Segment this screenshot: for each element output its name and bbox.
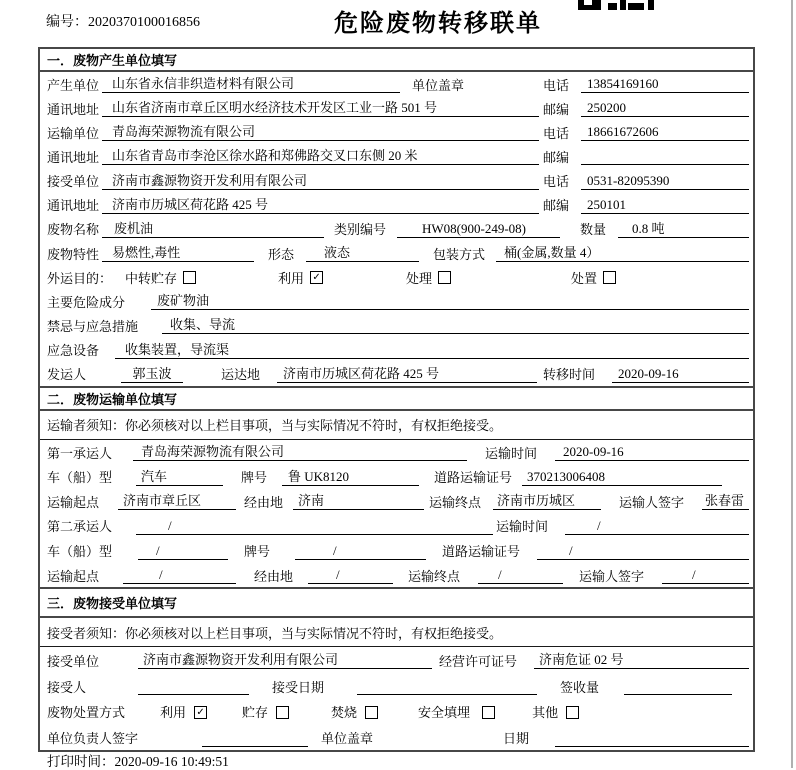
destination-label: 运达地: [221, 367, 261, 383]
page-title: 危险废物转移联单: [334, 11, 542, 37]
receiver-phone-label: 电话: [543, 174, 570, 190]
section-transporter: [40, 386, 753, 588]
receiver-phone-field: 0531-82095390: [581, 172, 749, 190]
origin2-label: 运输起点: [47, 568, 100, 584]
transporter-address-label: 通讯地址: [47, 149, 100, 165]
purpose-transfer-storage-label: 中转贮存: [125, 270, 178, 286]
disposal-other-checkbox[interactable]: [566, 706, 579, 719]
print-time: [47, 750, 229, 770]
permit-number-field: 济南危证 02 号: [534, 651, 749, 669]
acceptor-field: [138, 677, 249, 695]
accept-date-label: 接受日期: [272, 679, 325, 695]
emergency-equipment-label: 应急设备: [47, 343, 100, 359]
transporter-unit-field: 青岛海荣源物流有限公司: [102, 123, 539, 141]
packing-label: 包装方式: [433, 246, 486, 262]
plate-number1-label: 牌号: [241, 470, 268, 486]
category-code-field: HW08(900-249-08): [397, 220, 560, 238]
emergency-measures-label: 禁忌与应急措施: [47, 318, 139, 334]
emergency-measures-field: 收集、导流: [162, 316, 749, 334]
consignor-field: 郭玉波: [121, 365, 183, 383]
producer-phone-label: 电话: [543, 77, 570, 93]
producer-address-field: 山东省济南市章丘区明水经济技术开发区工业一路 501 号: [102, 99, 539, 117]
section2-heading: 二．废物运输单位填写: [40, 388, 753, 411]
transporter-unit-row: [40, 120, 753, 144]
received-amount-field: [624, 677, 732, 695]
date-label: 日期: [503, 731, 530, 747]
disposal-storage-label: 贮存: [242, 705, 269, 721]
received-amount-label: 签收量: [560, 679, 600, 695]
road-license1-label: 道路运输证号: [434, 470, 513, 486]
origin1-field: 济南市章丘区: [118, 492, 236, 510]
disposal-landfill-checkbox[interactable]: [482, 706, 495, 719]
producer-unit-label: 产生单位: [47, 77, 100, 93]
hazard-component-row: [40, 289, 753, 313]
waste-name-field: 废机油: [102, 220, 324, 238]
section-producer: [40, 49, 753, 386]
vehicle-type2-label: 车（船）型: [47, 544, 113, 559]
carrier-sign2-field: /: [662, 566, 749, 584]
consignor-label: 发运人: [47, 367, 87, 383]
carrier-sign1-label: 运输人签字: [619, 494, 685, 510]
disposal-incinerate-checkbox[interactable]: [365, 706, 378, 719]
transporter-zip-field: [581, 147, 749, 165]
accept-unit-label: 接受单位: [47, 653, 100, 669]
hazard-component-field: 废矿物油: [151, 292, 749, 310]
hazard-component-label: 主要危险成分: [47, 294, 126, 310]
dest1-label: 运输终点: [429, 494, 482, 510]
serial-label: 编号：: [46, 15, 88, 30]
transport-time2-field: /: [565, 517, 749, 535]
disposal-landfill-label: 安全填埋: [418, 705, 471, 721]
producer-address-label: 通讯地址: [47, 101, 100, 117]
purpose-label: 外运目的：: [47, 270, 113, 286]
transporter-phone-label: 电话: [543, 125, 570, 141]
page-right-edge: [791, 0, 793, 768]
receiver-notice: 接受者须知：你必须核对以上栏目事项，当与实际情况不符时，有权拒绝接受。: [40, 618, 753, 647]
responsible-sign-field: [202, 729, 308, 747]
quantity-label: 数量: [580, 222, 607, 238]
purpose-treat-label: 处理: [406, 270, 433, 286]
producer-phone-field: 13854169160: [581, 75, 749, 93]
date-field: [555, 729, 749, 747]
disposal-utilize-checkbox[interactable]: ✓: [194, 706, 207, 719]
section3-heading: 三．废物接受单位填写: [40, 589, 753, 618]
permit-number-label: 经营许可证号: [439, 653, 518, 669]
receiver-unit-label: 接受单位: [47, 174, 100, 190]
via2-field: /: [308, 566, 393, 584]
disposal-method-row: [40, 699, 753, 725]
manifest-form-table: [38, 47, 755, 752]
destination-field: 济南市历城区荷花路 425 号: [277, 365, 537, 383]
origin1-label: 运输起点: [47, 494, 100, 510]
vehicle-type2-field: /: [138, 542, 228, 560]
road-license1-field: 370213006408: [522, 468, 722, 486]
receiver-address-field: 济南市历城区荷花路 425 号: [102, 196, 539, 214]
carrier-sign2-label: 运输人签字: [579, 568, 645, 584]
purpose-utilize-label: 利用: [278, 270, 305, 286]
purpose-utilize-checkbox[interactable]: ✓: [310, 271, 323, 284]
responsible-sign-row: [40, 725, 753, 751]
receiver-address-row: [40, 193, 753, 217]
disposal-other-label: 其他: [532, 705, 559, 721]
first-carrier-field: 青岛海荣源物流有限公司: [133, 443, 467, 461]
waste-character-label: 废物特性: [47, 246, 100, 262]
via2-label: 经由地: [254, 568, 294, 584]
via1-field: 济南: [293, 492, 424, 510]
waste-character-row: [40, 241, 753, 265]
receiver-unit-field: 济南市鑫源物资开发利用有限公司: [102, 172, 539, 190]
origin2-field: /: [123, 566, 236, 584]
form-field: 液态: [306, 244, 419, 262]
transfer-time-label: 转移时间: [543, 367, 596, 383]
producer-address-row: [40, 96, 753, 120]
emergency-equipment-field: 收集装置，导流渠: [115, 341, 749, 359]
receiver-zip-field: 250101: [581, 196, 749, 214]
vehicle-type2-row: [40, 538, 753, 563]
vehicle-type1-field: 汽车: [136, 468, 223, 486]
acceptor-row: [40, 673, 753, 699]
plate-number2-label: 牌号: [244, 544, 271, 559]
receiver-unit-row: [40, 169, 753, 193]
via1-label: 经由地: [244, 494, 284, 510]
accept-unit-field: 济南市鑫源物资开发利用有限公司: [138, 651, 432, 669]
transport-time1-field: 2020-09-16: [555, 443, 749, 461]
qr-code-fragment: [578, 0, 654, 10]
receiver-zip-label: 邮编: [543, 198, 570, 214]
purpose-dispose-label: 处置: [571, 270, 598, 286]
accept-unit-row: [40, 647, 753, 673]
producer-zip-field: 250200: [581, 99, 749, 117]
purpose-dispose-checkbox[interactable]: [603, 271, 616, 284]
transport-time1-label: 运输时间: [485, 445, 538, 461]
category-code-label: 类别编号: [334, 222, 387, 238]
vehicle-type1-row: [40, 464, 753, 489]
purpose-treat-checkbox[interactable]: [438, 271, 451, 284]
transporter-address-field: 山东省青岛市李沧区徐水路和郑佛路交叉口东侧 20 米: [102, 147, 539, 165]
packing-field: 桶(金属,数量 4）: [496, 244, 749, 262]
route1-row: [40, 489, 753, 514]
disposal-incinerate-label: 焚烧: [331, 705, 358, 721]
disposal-method-label: 废物处置方式: [47, 705, 126, 721]
emergency-equipment-row: [40, 338, 753, 362]
section-receiver: [40, 587, 753, 750]
plate-number1-field: 鲁 UK8120: [282, 468, 419, 486]
unit-seal-label: 单位盖章: [412, 77, 465, 93]
producer-zip-label: 邮编: [543, 101, 570, 117]
print-time-label: 打印时间：: [47, 754, 115, 769]
disposal-utilize-label: 利用: [160, 705, 187, 721]
dest2-label: 运输终点: [408, 568, 461, 584]
transfer-time-field: 2020-09-16: [612, 365, 749, 383]
dest1-field: 济南市历城区: [493, 492, 601, 510]
form-label: 形态: [268, 246, 295, 262]
road-license2-label: 道路运输证号: [442, 544, 521, 559]
transport-time2-label: 运输时间: [496, 519, 549, 535]
second-carrier-row: [40, 514, 753, 539]
waste-name-row: [40, 217, 753, 241]
disposal-storage-checkbox[interactable]: [276, 706, 289, 719]
dest2-field: /: [478, 566, 563, 584]
transporter-unit-label: 运输单位: [47, 125, 100, 141]
road-license2-field: /: [537, 542, 749, 560]
waste-name-label: 废物名称: [47, 222, 100, 238]
purpose-row: [40, 265, 753, 289]
transporter-notice: 运输者须知：你必须核对以上栏目事项，当与实际情况不符时，有权拒绝接受。: [40, 411, 753, 440]
serial-value: 2020370100016856: [88, 15, 200, 30]
second-carrier-label: 第二承运人: [47, 519, 113, 535]
accept-date-field: [357, 677, 537, 695]
consignor-row: [40, 362, 753, 386]
responsible-sign-label: 单位负责人签字: [47, 731, 139, 747]
first-carrier-row: [40, 440, 753, 465]
transporter-zip-label: 邮编: [543, 149, 570, 165]
first-carrier-label: 第一承运人: [47, 445, 113, 461]
carrier-sign1-field: 张春雷: [702, 492, 749, 510]
unit-seal2-label: 单位盖章: [321, 731, 374, 747]
route2-row: [40, 563, 753, 588]
receiver-address-label: 通讯地址: [47, 198, 100, 214]
producer-unit-row: [40, 72, 753, 96]
print-time-value: 2020-09-16 10:49:51: [114, 754, 229, 769]
transporter-phone-field: 18661672606: [581, 123, 749, 141]
section1-heading: 一．废物产生单位填写: [40, 49, 753, 72]
emergency-measures-row: [40, 313, 753, 337]
quantity-field: 0.8 吨: [618, 220, 749, 238]
transporter-address-row: [40, 144, 753, 168]
vehicle-type1-label: 车（船）型: [47, 470, 113, 486]
plate-number2-field: /: [295, 542, 426, 560]
producer-unit-field: 山东省永信非织造材料有限公司: [102, 75, 400, 93]
purpose-transfer-storage-checkbox[interactable]: [183, 271, 196, 284]
acceptor-label: 接受人: [47, 679, 87, 695]
waste-character-field: 易燃性,毒性: [102, 244, 254, 262]
second-carrier-field: /: [136, 517, 493, 535]
